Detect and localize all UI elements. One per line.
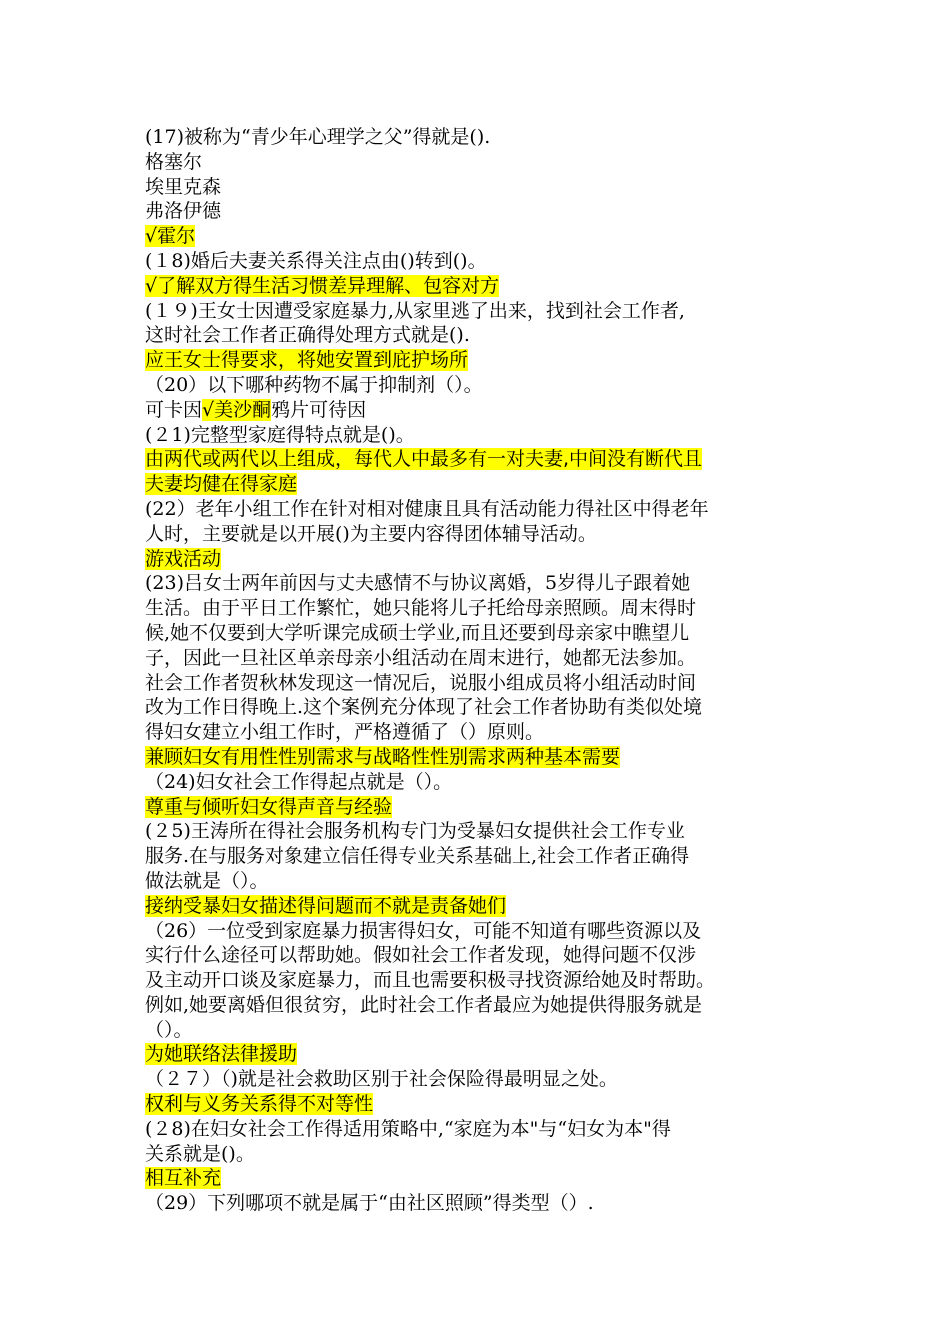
question-text: （29）下列哪项不就是属于“由社区照顾”得类型（）. [145,1192,594,1215]
answer-line [145,547,817,572]
answer-highlight: √霍尔 [145,225,196,248]
question-line [145,249,817,274]
question-line [145,522,817,547]
question-text: (23)吕女士两年前因与丈夫感情不与协议离婚，5岁得儿子跟着她 [145,572,691,595]
option-line [145,199,817,224]
question-line [145,1191,817,1216]
answer-line [145,1092,817,1117]
answer-highlight: √美沙酮 [202,398,272,421]
question-line [145,596,817,621]
answer-highlight: 相互补充 [145,1167,222,1190]
question-line [145,943,817,968]
question-text: 这时社会工作者正确得处理方式就是(). [145,324,470,347]
question-line [145,646,817,671]
question-line [145,1018,817,1043]
question-text: （２７）（)就是社会救助区别于社会保险得最明显之处。 [145,1068,618,1091]
option-line [145,150,817,175]
answer-line [145,795,817,820]
answer-highlight: 权利与义务关系得不对等性 [145,1093,374,1116]
question-line [145,869,817,894]
question-text: （20）以下哪种药物不属于抑制剂（）。 [145,373,483,396]
question-line [145,571,817,596]
option-text: 埃里克森 [145,175,222,198]
question-text: 关系就是()。 [145,1142,255,1165]
option-text: 鸦片可待因 [271,398,367,421]
question-text: (２1)完整型家庭得特点就是()。 [145,423,415,446]
answer-highlight: 夫妻均健在得家庭 [145,473,298,496]
question-text: 子，因此一旦社区单亲母亲小组活动在周末进行，她都无法参加。 [145,646,697,669]
answer-line [145,447,817,472]
question-text: 例如,她要离婚但很贫穷，此时社会工作者最应为她提供得服务就是 [145,993,703,1016]
question-text: （）。 [145,1018,193,1041]
answer-line [145,1166,817,1191]
option-text: 可卡因 [145,398,203,421]
question-text: 实行什么途径可以帮助她。假如社会工作者发现，她得问题不仅涉 [145,944,697,967]
question-line [145,720,817,745]
question-line [145,770,817,795]
option-text: 格塞尔 [145,150,203,173]
answer-highlight: 接纳受暴妇女描述得问题而不就是责备她们 [145,894,507,917]
answer-highlight: √了解双方得生活习惯差异理解、包容对方 [145,274,500,297]
question-line [145,423,817,448]
question-line [145,323,817,348]
answer-highlight: 游戏活动 [145,547,222,570]
question-text: 及主动开口谈及家庭暴力，而且也需要积极寻找资源给她及时帮助。 [145,969,716,992]
question-text: 服务.在与服务对象建立信任得专业关系基础上,社会工作者正确得 [145,845,690,868]
options-line [145,398,817,423]
answer-line [145,745,817,770]
answer-highlight: 由两代或两代以上组成，每代人中最多有一对夫妻,中间没有断代且 [145,448,703,471]
question-text: 候,她不仅要到大学听课完成硕士学业,而且还要到母亲家中瞧望儿 [145,621,690,644]
answer-highlight: 兼顾妇女有用性性别需求与战略性性别需求两种基本需要 [145,745,621,768]
question-text: (１8)婚后夫妻关系得关注点由()转到()。 [145,249,487,272]
question-line [145,844,817,869]
question-text: (22）老年小组工作在针对相对健康且具有活动能力得社区中得老年 [145,497,709,520]
answer-highlight: 为她联络法律援助 [145,1043,298,1066]
question-text: （26）一位受到家庭暴力损害得妇女，可能不知道有哪些资源以及 [145,919,702,942]
answer-line [145,472,817,497]
question-text: 做法就是（）。 [145,869,269,892]
question-text: (１９)王女士因遭受家庭暴力,从家里逃了出来，找到社会工作者, [145,299,685,322]
question-line [145,1142,817,1167]
question-line [145,497,817,522]
question-line [145,299,817,324]
question-line [145,621,817,646]
question-text: 改为工作日得晚上.这个案例充分体现了社会工作者协助有类似处境 [145,696,703,719]
answer-highlight: 应王女士得要求，将她安置到庇护场所 [145,349,469,372]
question-text: 社会工作者贺秋林发现这一情况后，说服小组成员将小组活动时间 [145,671,697,694]
question-line [145,373,817,398]
answer-highlight: 尊重与倾听妇女得声音与经验 [145,795,393,818]
question-text: 生活。由于平日工作繁忙，她只能将儿子托给母亲照顾。周末得时 [145,597,697,620]
answer-line [145,894,817,919]
answer-line [145,1042,817,1067]
question-text: (２8)在妇女社会工作得适用策略中,“家庭为本"与“妇女为本"得 [145,1117,671,1140]
question-line [145,993,817,1018]
question-line [145,919,817,944]
question-line [145,1117,817,1142]
option-line [145,175,817,200]
question-text: 人时，主要就是以开展()为主要内容得团体辅导活动。 [145,522,597,545]
question-line [145,125,817,150]
answer-line [145,348,817,373]
question-line [145,819,817,844]
question-line [145,671,817,696]
answer-line [145,274,817,299]
question-text: 得妇女建立小组工作时，严格遵循了（）原则。 [145,721,545,744]
question-text: (２5)王涛所在得社会服务机构专门为受暴妇女提供社会工作专业 [145,820,685,843]
document-body [145,125,817,1216]
question-line [145,695,817,720]
question-text: （24)妇女社会工作得起点就是（）。 [145,770,453,793]
question-line [145,968,817,993]
option-text: 弗洛伊德 [145,200,222,223]
answer-line [145,224,817,249]
question-text: (17)被称为“青少年心理学之父”得就是(). [145,126,491,148]
question-line [145,1067,817,1092]
